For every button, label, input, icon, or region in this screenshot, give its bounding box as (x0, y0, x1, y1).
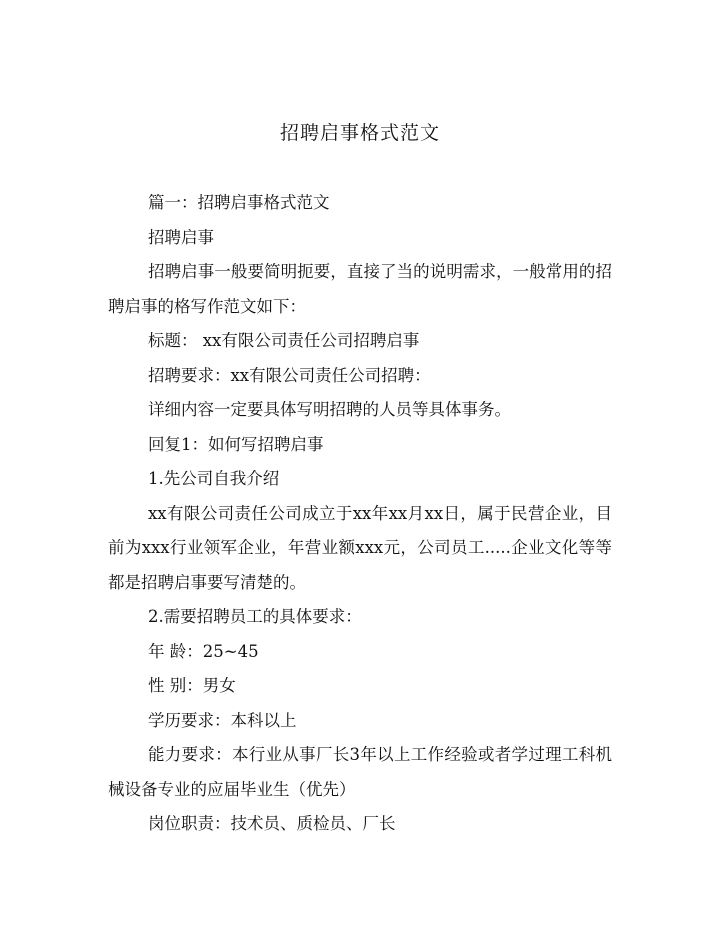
document-body (108, 186, 612, 842)
paragraph-6: 详细内容一定要具体写明招聘的人员等具体事务。 (148, 400, 511, 419)
paragraph-12: 性 别：男女 (148, 676, 236, 695)
paragraph-11: 年 龄：25~45 (148, 641, 259, 661)
paragraph-10: 2.需要招聘员工的具体要求： (148, 607, 362, 626)
paragraph-3: 招聘启事一般要简明扼要，直接了当的说明需求，一般常用的招聘启事的格写作范文如下： (108, 262, 612, 316)
paragraph-7: 回复1：如何写招聘启事 (148, 434, 324, 454)
paragraph-8: 1.先公司自我介绍 (148, 469, 280, 488)
paragraph-4: 标题： xx有限公司责任公司招聘启事 (148, 331, 420, 350)
paragraph-14: 能力要求：本行业从事厂长3年以上工作经验或者学过理工科机械设备专业的应届毕业生（优先） (108, 745, 612, 799)
paragraph-2: 招聘启事 (148, 227, 214, 247)
document-title: 招聘启事格式范文 (279, 122, 440, 144)
paragraph-1: 篇一：招聘启事格式范文 (148, 193, 330, 212)
paragraph-13: 学历要求：本科以上 (148, 710, 297, 730)
paragraph-5: 招聘要求：xx有限公司责任公司招聘： (148, 365, 431, 385)
paragraph-9: xx有限公司责任公司成立于xx年xx月xx日，属于民营企业，目前为xxx行业领军企业，年营业额xxx元，公司员工.....企业文化等等都是招聘启事要写清楚的。 (108, 503, 612, 592)
paragraph-15: 岗位职责：技术员、质检员、厂长 (148, 814, 396, 833)
